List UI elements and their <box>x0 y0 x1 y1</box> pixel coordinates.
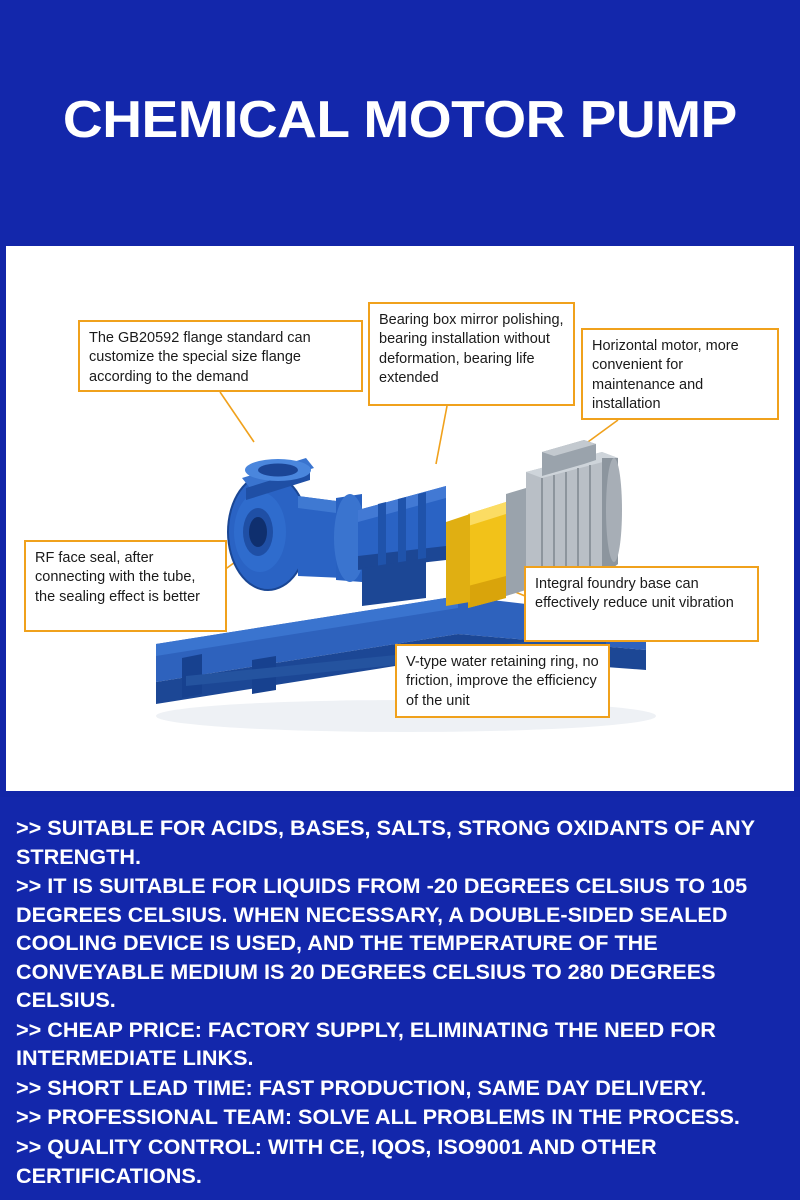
feature-item: >> SHORT LEAD TIME: FAST PRODUCTION, SAME DAY DELIVERY. <box>16 1076 707 1100</box>
pump-casing <box>228 458 344 590</box>
feature-item: >> QUALITY CONTROL: WITH CE, IQOS, ISO9001 AND OTHER CERTIFICATIONS. <box>16 1136 657 1188</box>
callout-horizontal-motor: Horizontal motor, more convenient for maintenance and installation <box>581 328 779 420</box>
features-list <box>0 797 800 1200</box>
feature-item: >> SUITABLE FOR ACIDS, BASES, SALTS, STRONG OXIDANTS OF ANY STRENGTH. <box>16 817 755 869</box>
header <box>0 0 800 240</box>
bearing-housing <box>334 486 446 606</box>
callout-v-type-ring: V-type water retaining ring, no friction, improve the efficiency of the unit <box>395 644 610 718</box>
callout-foundry-base: Integral foundry base can effectively reduce unit vibration <box>524 566 759 642</box>
feature-item: >> CHEAP PRICE: FACTORY SUPPLY, ELIMINATING THE NEED FOR INTERMEDIATE LINKS. <box>16 1018 716 1071</box>
coupling-guard <box>446 502 506 608</box>
page-title: CHEMICAL MOTOR PUMP <box>63 91 737 149</box>
product-diagram <box>6 246 794 791</box>
callout-rf-face-seal: RF face seal, after connecting with the tube, the sealing effect is better <box>24 540 227 632</box>
feature-item: >> PROFESSIONAL TEAM: SOLVE ALL PROBLEMS IN THE PROCESS. <box>16 1106 740 1130</box>
callout-flange-standard: The GB20592 flange standard can customize the special size flange according to the demand <box>78 320 363 392</box>
feature-item: >> IT IS SUITABLE FOR LIQUIDS FROM -20 DEGREES CELSIUS TO 105 DEGREES CELSIUS. WHEN NECESSARY, A DOUBLE-SIDED SEALED COOLING DEVICE IS USED, AND THE TEMPERATURE OF THE CONVEYABLE MEDIUM IS 20 DEGREES CELSIUS TO 280 DEGREES CELSIUS. <box>16 875 748 1013</box>
callout-bearing-box: Bearing box mirror polishing, bearing installation without deformation, bearing life extended <box>368 302 575 406</box>
